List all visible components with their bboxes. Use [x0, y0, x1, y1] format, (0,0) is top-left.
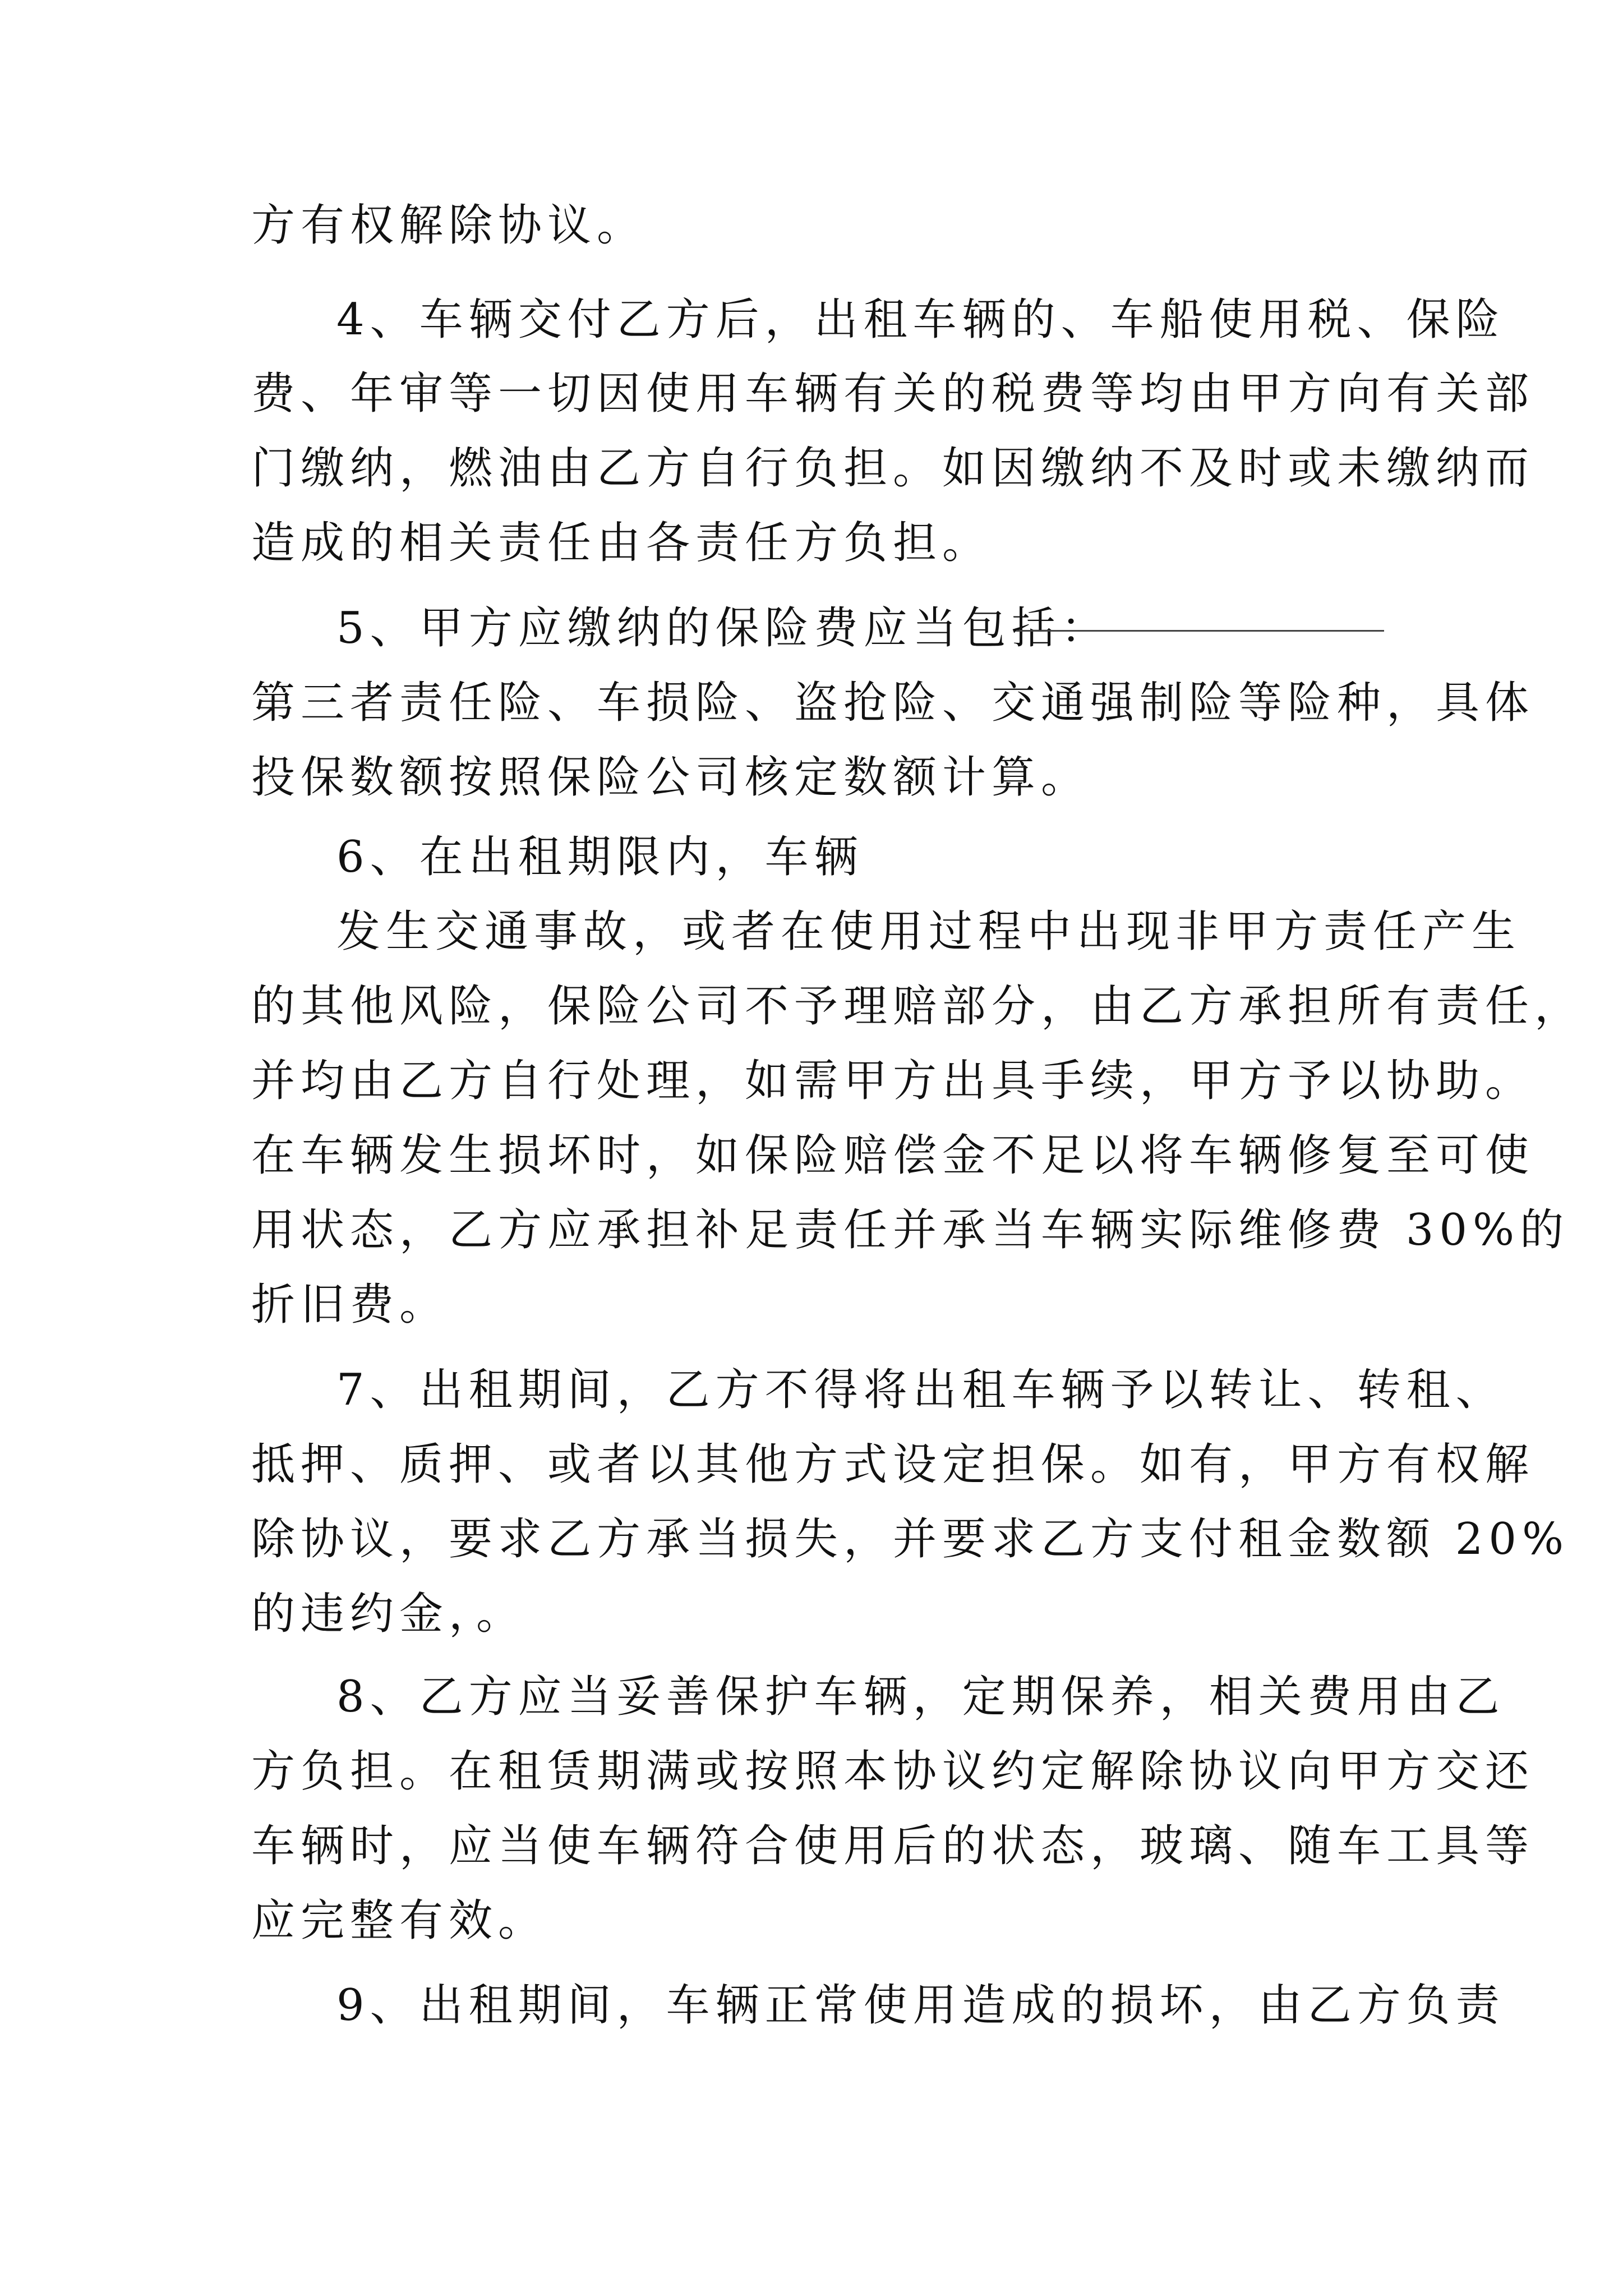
paragraph-line: 5、甲方应缴纳的保险费应当包括： [336, 603, 1110, 654]
paragraph-line: 在车辆发生损坏时，如保险赔偿金不足以将车辆修复至可使 [251, 1130, 1535, 1181]
paragraph-line: 抵押、质押、或者以其他方式设定担保。如有，甲方有权解 [251, 1439, 1535, 1490]
paragraph-line: 6、在出租期限内，车辆 [336, 832, 864, 882]
paragraph-line: 第三者责任险、车损险、盗抢险、交通强制险等险种，具体 [251, 678, 1535, 728]
paragraph-line: 方有权解除协议。 [251, 200, 647, 251]
paragraph-line: 方负担。在租赁期满或按照本协议约定解除协议向甲方交还 [251, 1746, 1535, 1797]
paragraph-line: 8、乙方应当妥善保护车辆，定期保养，相关费用由乙 [336, 1672, 1505, 1722]
paragraph-line: 发生交通事故，或者在使用过程中出现非甲方责任产生 [336, 907, 1521, 957]
paragraph-line: 投保数额按照保险公司核定数额计算。 [251, 752, 1091, 803]
paragraph-line: 用状态，乙方应承担补足责任并承当车辆实际维修费 30%的 [251, 1205, 1570, 1255]
paragraph-line: 7、出租期间，乙方不得将出租车辆予以转让、转租、 [336, 1365, 1505, 1415]
paragraph-line: 的其他风险，保险公司不予理赔部分，由乙方承担所有责任， [251, 981, 1584, 1032]
blank-underline [1016, 630, 1384, 632]
paragraph-line: 除协议，要求乙方承当损失，并要求乙方支付租金数额 20% [251, 1514, 1570, 1565]
paragraph-line: 造成的相关责任由各责任方负担。 [251, 518, 992, 568]
paragraph-line: 应完整有效。 [251, 1895, 548, 1946]
paragraph-line: 车辆时，应当使车辆符合使用后的状态，玻璃、随车工具等 [251, 1821, 1535, 1871]
paragraph-line: 门缴纳，燃油由乙方自行负担。如因缴纳不及时或未缴纳而 [251, 443, 1535, 494]
paragraph-line: 费、年审等一切因使用车辆有关的税费等均由甲方向有关部 [251, 369, 1535, 419]
paragraph-line: 折旧费。 [251, 1280, 449, 1330]
paragraph-line: 的违约金，。 [251, 1589, 526, 1639]
paragraph-line: 并均由乙方自行处理，如需甲方出具手续，甲方予以协助。 [251, 1056, 1535, 1106]
paragraph-line: 9、出租期间，车辆正常使用造成的损坏，由乙方负责 [336, 1980, 1505, 2031]
paragraph-line: 4、车辆交付乙方后，出租车辆的、车船使用税、保险 [336, 295, 1505, 345]
